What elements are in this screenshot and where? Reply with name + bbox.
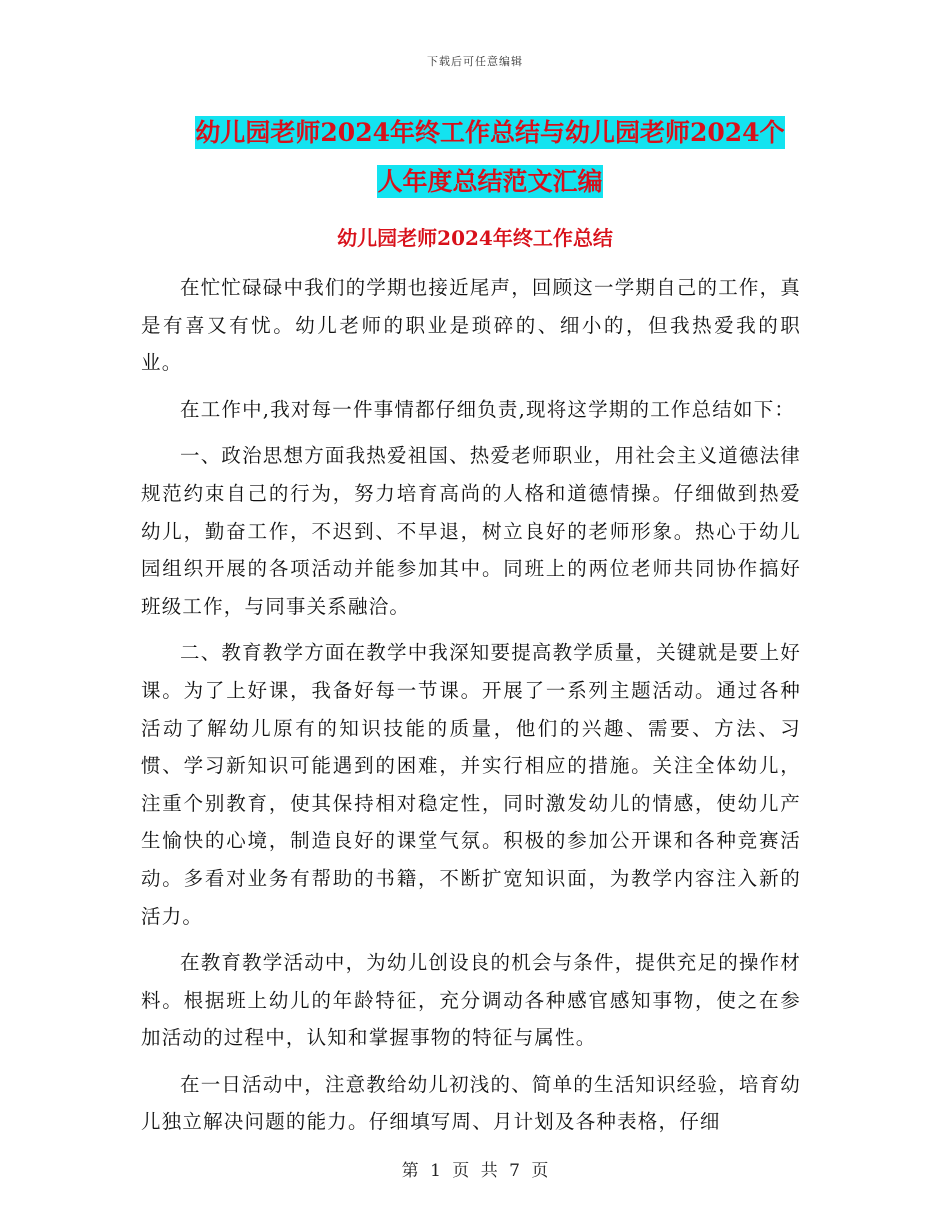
document-title-line-1: 幼儿园老师2024年终工作总结与幼儿园老师2024个 bbox=[195, 118, 785, 147]
section-title: 幼儿园老师2024年终工作总结 bbox=[337, 226, 613, 250]
paragraph: 在忙忙碌碌中我们的学期也接近尾声，回顾这一学期自己的工作，真是有喜又有忧。幼儿老师的职业是琐碎的、细小的，但我热爱我的职业。 bbox=[141, 276, 802, 375]
document-title-line-2: 人年度总结范文汇编 bbox=[377, 167, 603, 196]
paragraph: 在工作中,我对每一件事情都仔细负责,现将这学期的工作总结如下： bbox=[180, 397, 796, 421]
paragraph: 在一日活动中，注意教给幼儿初浅的、简单的生活知识经验，培育幼儿独立解决问题的能力。仔细填写周、月计划及各种表格，仔细 bbox=[141, 1072, 802, 1134]
page-number-footer: 第 1 页 共 7 页 bbox=[401, 1161, 549, 1181]
document-body bbox=[141, 269, 801, 1141]
paragraph: 在教育教学活动中，为幼儿创设良的机会与条件，提供充足的操作材料。根据班上幼儿的年龄特征，充分调动各种感官感知事物，使之在参加活动的过程中，认知和掌握事物的特征与属性。 bbox=[141, 951, 802, 1050]
document-title bbox=[140, 108, 840, 206]
paragraph: 二、教育教学方面在教学中我深知要提高教学质量，关键就是要上好课。为了上好课，我备好每一节课。开展了一系列主题活动。通过各种活动了解幼儿原有的知识技能的质量，他们的兴趣、需要、方法、习惯、学习新知识可能遇到的困难，并实行相应的措施。关注全体幼儿，注重个别教育，使其保持相对稳定性，同时激发幼儿的情感，使幼儿产生愉快的心境，制造良好的课堂气氛。积极的参加公开课和各种竞赛活动。多看对业务有帮助的书籍，不断扩宽知识面，为教学内容注入新的活力。 bbox=[141, 641, 802, 928]
paragraph: 一、政治思想方面我热爱祖国、热爱老师职业，用社会主义道德法律规范约束自己的行为，努力培育高尚的人格和道德情操。仔细做到热爱幼儿，勤奋工作，不迟到、不早退，树立良好的老师形象。热心于幼儿园组织开展的各项活动并能参加其中。同班上的两位老师共同协作搞好班级工作，与同事关系融洽。 bbox=[141, 444, 802, 618]
page-header-note: 下载后可任意编辑 bbox=[427, 55, 523, 68]
